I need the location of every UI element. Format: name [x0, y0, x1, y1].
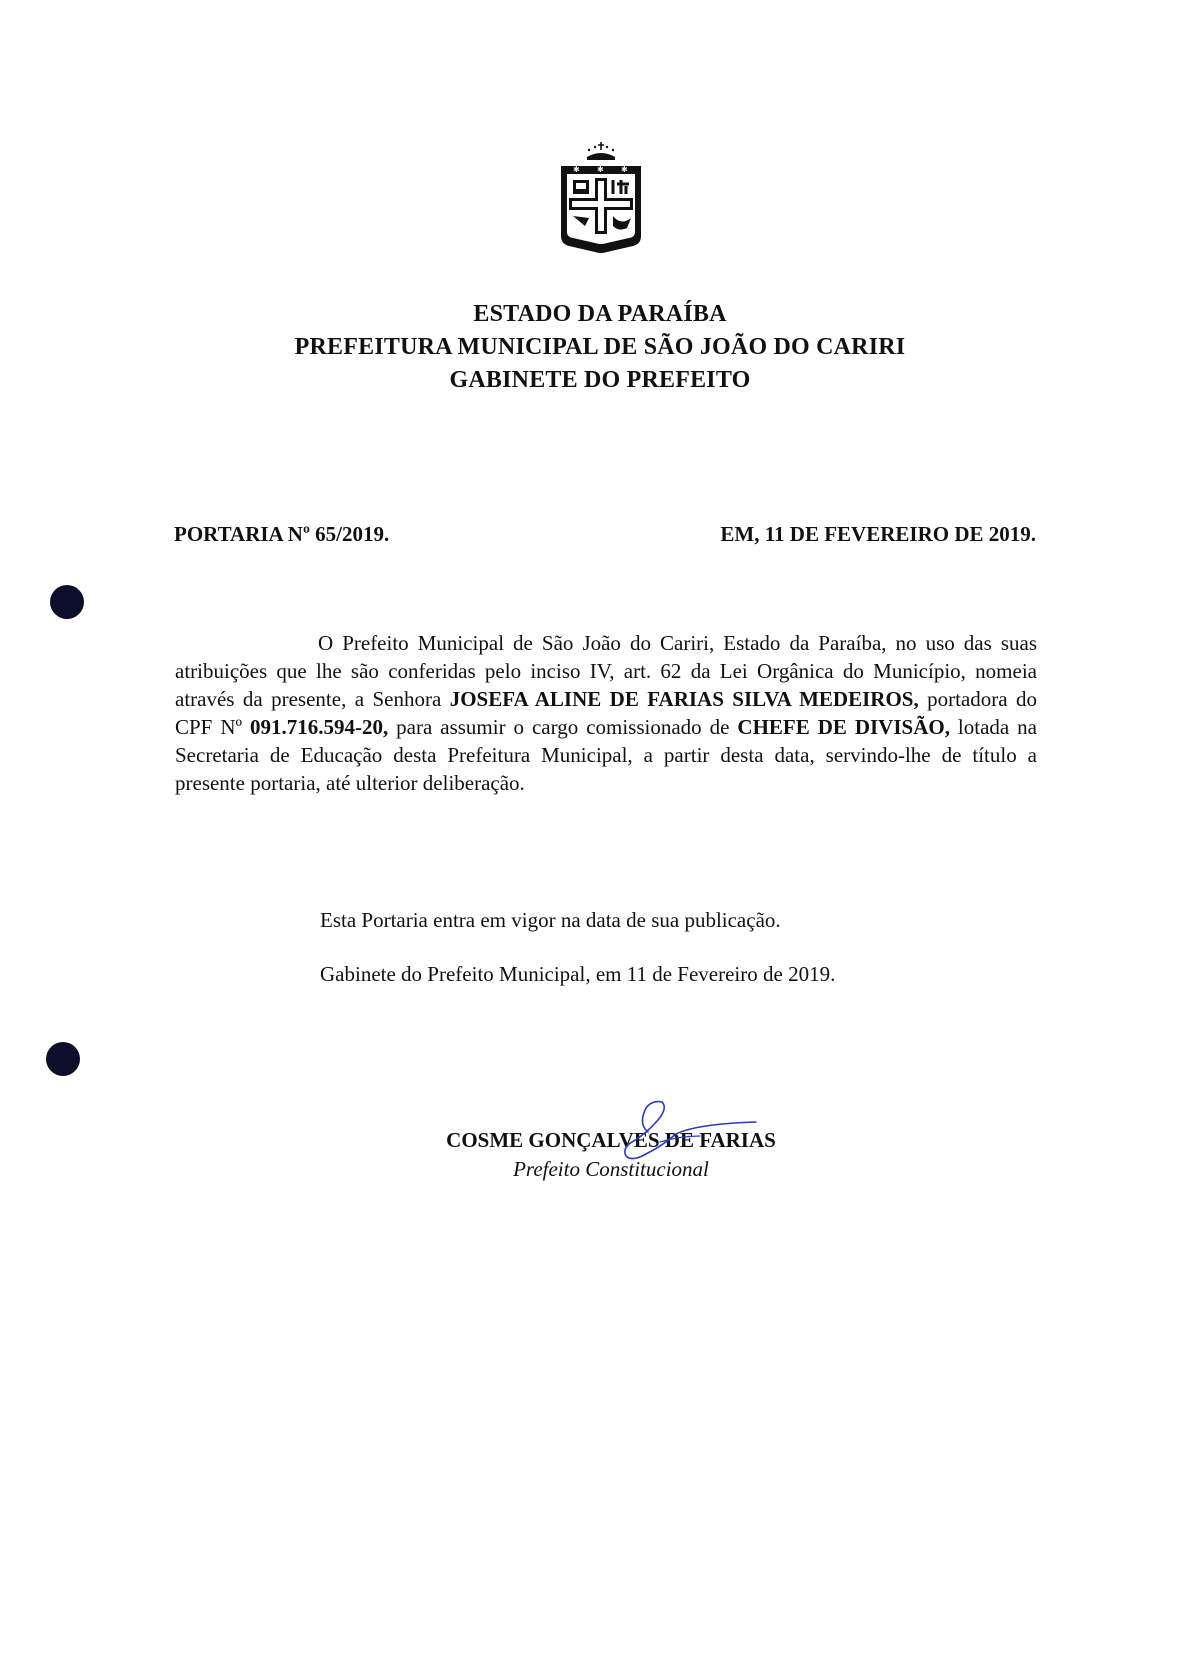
appointee-name: JOSEFA ALINE DE FARIAS SILVA MEDEIROS, [449, 687, 919, 711]
portaria-body [175, 629, 1037, 797]
svg-text:✱: ✱ [597, 165, 604, 174]
svg-text:✱: ✱ [621, 165, 628, 174]
punch-hole-bottom [46, 1042, 80, 1076]
portaria-number: PORTARIA Nº 65/2019. [174, 522, 390, 546]
body-text-part1: O Prefeito Municipal de São João do Cariri, Estado da Paraíba, no uso das suas atribuições que lhe são conferidas pelo inciso IV, art. 62 da Lei Orgânica do Município, nomeia através da presente, a Senhora [175, 631, 1037, 711]
portaria-date: EM, 11 DE FEVEREIRO DE 2019. [720, 522, 1036, 546]
header-municipality: PREFEITURA MUNICIPAL DE SÃO JOÃO DO CARIRI [294, 334, 906, 360]
coat-of-arms-icon [551, 140, 651, 260]
appointee-role: CHEFE DE DIVISÃO, [737, 715, 950, 739]
document-header [0, 298, 1200, 397]
handwritten-signature-icon [600, 1092, 760, 1172]
signer-title: Prefeito Constitucional [513, 1157, 709, 1181]
signer-name: COSME GONÇALVES DE FARIAS [446, 1128, 776, 1152]
svg-text:✱: ✱ [573, 165, 580, 174]
body-text-part3: para assumir o cargo comissionado de [388, 715, 738, 739]
body-text-part2: portadora do CPF Nº [175, 687, 1037, 739]
appointee-cpf: 091.716.594-20, [249, 715, 389, 739]
gabinete-statement: Gabinete do Prefeito Municipal, em 11 de Fevereiro de 2019. [320, 962, 836, 986]
header-state: ESTADO DA PARAÍBA [473, 301, 727, 327]
header-office: GABINETE DO PREFEITO [449, 367, 751, 393]
vigor-statement: Esta Portaria entra em vigor na data de sua publicação. [320, 908, 781, 932]
body-text-part4: lotada na Secretaria de Educação desta Prefeitura Municipal, a partir desta data, servindo-lhe de título a presente portaria, até ulterior deliberação. [175, 715, 1037, 795]
punch-hole-top [50, 585, 84, 619]
